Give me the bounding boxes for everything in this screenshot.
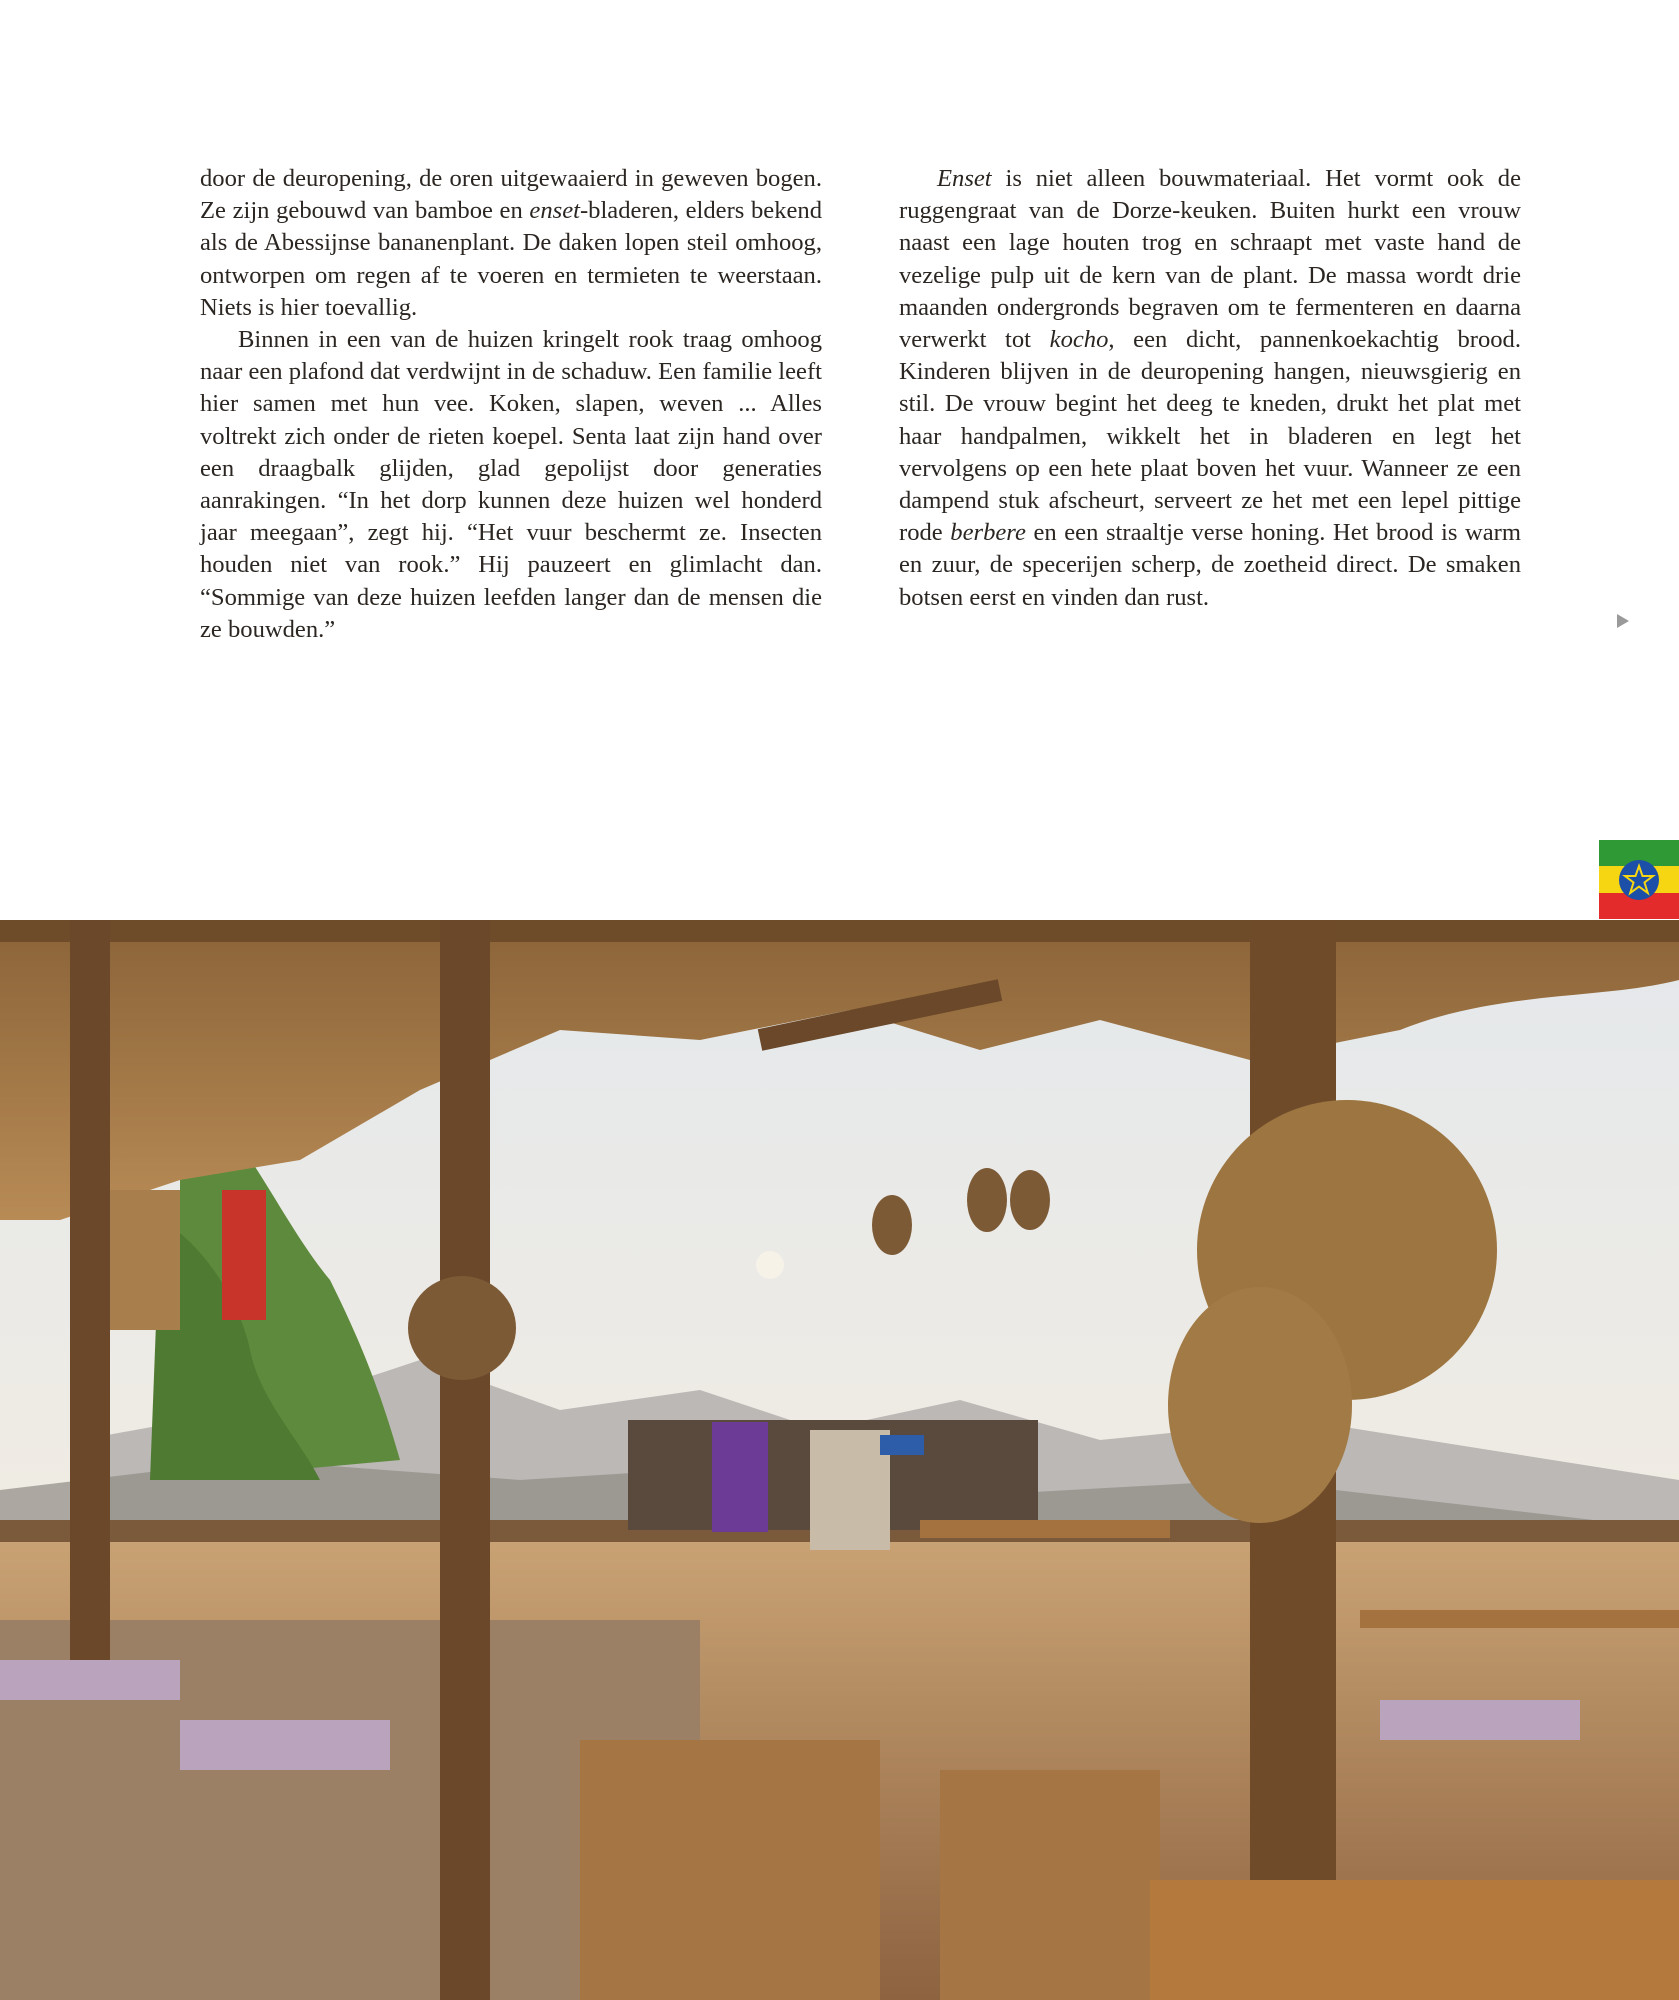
text-run: -bladeren, elders bekend als de Abessijnse bananenplant. De daken lopen steil omhoog, ontworpen om regen af te voeren en termieten te weerstaan. Niets is hier toevallig. bbox=[200, 197, 822, 321]
text-run: is niet alleen bouwmateriaal. Het vormt ook de ruggengraat van de Dorze-keuken. Buiten hurkt een vrouw naast een lage houten trog en schraapt met vaste hand de vezelige pulp uit de kern van de plant. De massa wordt drie maanden ondergronds begraven om te fermenteren en daarna verwerkt tot bbox=[899, 165, 1521, 354]
star-emblem-icon bbox=[1619, 860, 1659, 900]
restaurant-terrace-photo bbox=[0, 920, 1679, 2000]
text-run: en een straaltje verse honing. Het brood is warm en zuur, de specerijen scherp, de zoetheid direct. De smaken botsen eerst en vinden dan rust. bbox=[899, 519, 1521, 611]
paragraph bbox=[200, 324, 822, 646]
text-run: Binnen in een van de huizen kringelt rook traag omhoog naar een plafond dat verdwijnt in de schaduw. Een familie leeft hier samen met hun vee. Koken, slapen, weven ... Alles voltrekt zich onder de rieten koepel. Senta laat zijn hand over een draagbalk glijden, glad gepolijst door generaties aanrakingen. “In het dorp kunnen deze huizen wel honderd jaar meegaan”, zegt hij. “Het vuur beschermt ze. Insecten houden niet van rook.” Hij pauzeert en glimlacht dan. “Sommige van deze huizen leefden langer dan de mensen die ze bouwden.” bbox=[200, 326, 822, 643]
text-run: door de deuropening, de oren uitgewaaierd in geweven bogen. Ze zijn gebouwd van bamboe en bbox=[200, 165, 822, 225]
paragraph bbox=[899, 163, 1521, 614]
italic-term: enset bbox=[529, 197, 580, 225]
next-page-arrow-icon[interactable] bbox=[1617, 614, 1629, 628]
italic-term: berbere bbox=[950, 519, 1026, 547]
article-column-right bbox=[899, 163, 1521, 614]
article-column-left bbox=[200, 163, 822, 646]
italic-term: Enset bbox=[937, 165, 992, 192]
ethiopia-flag-icon bbox=[1599, 840, 1679, 919]
paragraph bbox=[200, 163, 822, 324]
text-run: , een dicht, pannenkoekachtig brood. Kinderen blijven in de deuropening hangen, nieuwsgierig en stil. De vrouw begint het deeg te kneden, drukt het plat met haar handpalmen, wikkelt het in bladeren en legt het vervolgens op een hete plaat boven het vuur. Wanneer ze een dampend stuk afscheurt, serveert ze het met een lepel pittige rode bbox=[899, 326, 1521, 547]
italic-term: kocho bbox=[1049, 326, 1109, 354]
